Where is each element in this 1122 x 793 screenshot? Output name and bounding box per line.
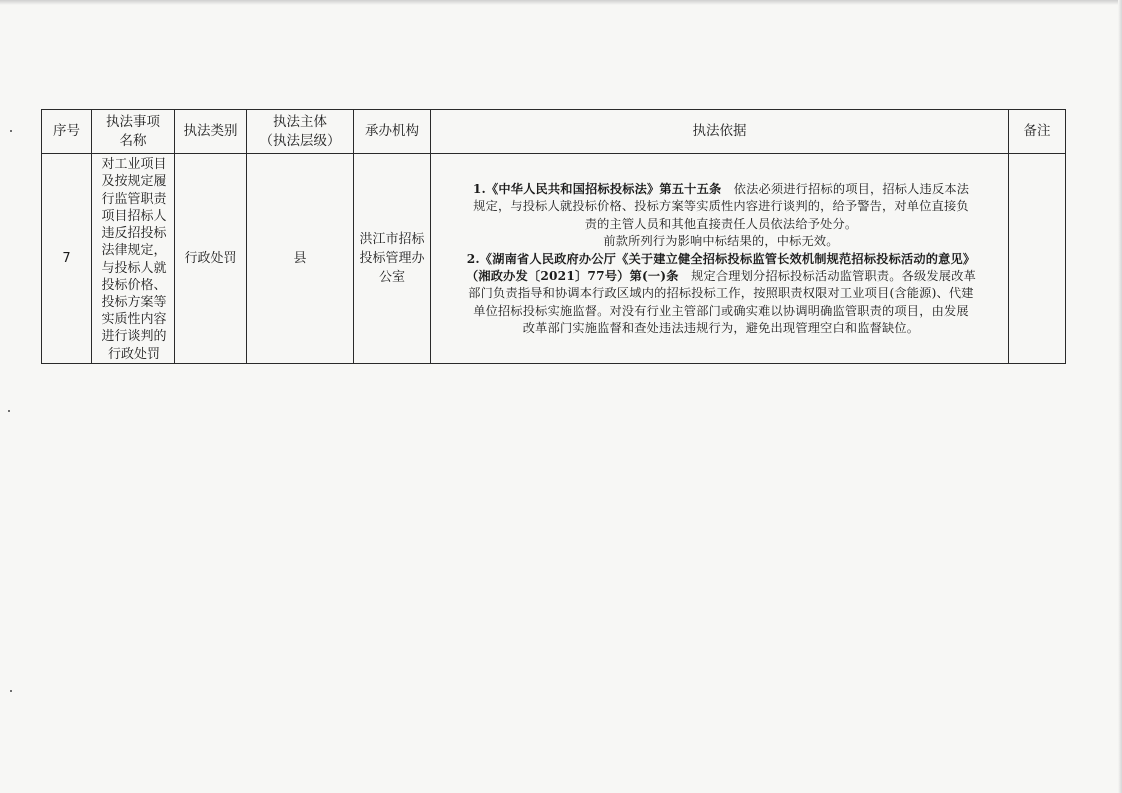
header-subject — [247, 110, 354, 154]
cell-basis — [431, 154, 1009, 364]
cell-remarks — [1009, 154, 1066, 364]
basis-line-7: 部门负责指导和协调本行政区域内的招标投标工作，按照职责权限对工业项目(含能源)、代建 — [468, 286, 974, 301]
scan-speck — [10, 130, 12, 132]
cell-org: 洪江市招标投标管理办公室 — [354, 154, 431, 364]
basis-line-1 — [439, 181, 1003, 198]
scan-speck — [8, 410, 10, 412]
table-row — [42, 154, 1066, 364]
cell-category: 行政处罚 — [175, 154, 247, 364]
basis-line-9: 改革部门实施监督和查处违法违规行为，避免出现管理空白和监督缺位。 — [522, 321, 920, 336]
basis-line-8: 单位招标投标实施监督。对没有行业主管部门或确实难以协调明确监管职责的项目，由发展 — [473, 303, 969, 318]
basis-line-3: 责的主管人员和其他直接责任人员依法给予处分。 — [584, 216, 858, 231]
header-remarks: 备注 — [1009, 110, 1066, 154]
header-category: 执法类别 — [175, 110, 247, 154]
basis-law-1-title: 1.《中华人民共和国招标投标法》第五十五条 — [472, 182, 722, 196]
header-basis: 执法依据 — [431, 110, 1009, 154]
basis-law-1-text: 依法必须进行招标的项目，招标人违反本法 — [733, 182, 970, 196]
header-subject-line1: 执法主体 — [273, 113, 327, 130]
basis-line-6 — [439, 268, 1003, 285]
cell-seq: 7 — [42, 154, 92, 364]
header-item-line1: 执法事项 — [106, 113, 160, 130]
header-item-name — [92, 110, 175, 154]
header-item-line2: 名称 — [119, 132, 147, 149]
basis-law-2-ref: （湘政办发〔2021〕77号）第(一)条 — [466, 269, 679, 284]
cell-item-name: 对工业项目及按规定履行监管职责项目招标人违反招投标法律规定，与投标人就投标价格、投标方案等实质性内容进行谈判的行政处罚 — [92, 154, 175, 364]
scan-edge-top — [0, 0, 1122, 5]
basis-law-2-text: 规定合理划分招标投标活动监管职责。各级发展改革 — [691, 269, 976, 284]
scan-edge-right — [1118, 0, 1122, 793]
basis-law-2-title: 2.《湖南省人民政府办公厅《关于建立健全招标投标监管长效机制规范招标投标活动的意见》 — [466, 251, 976, 266]
enforcement-matters-table — [41, 109, 1066, 364]
cell-level: 县 — [247, 154, 354, 364]
scan-speck — [10, 690, 12, 692]
header-subject-line2: （执法层级） — [259, 132, 341, 149]
header-seq: 序号 — [42, 110, 92, 154]
header-org: 承办机构 — [354, 110, 431, 154]
basis-line-4: 前款所列行为影响中标结果的，中标无效。 — [603, 234, 839, 249]
basis-line-2: 规定，与投标人就投标价格、投标方案等实质性内容进行谈判的，给予警告，对单位直接负 — [473, 199, 969, 214]
table-header-row — [42, 110, 1066, 154]
